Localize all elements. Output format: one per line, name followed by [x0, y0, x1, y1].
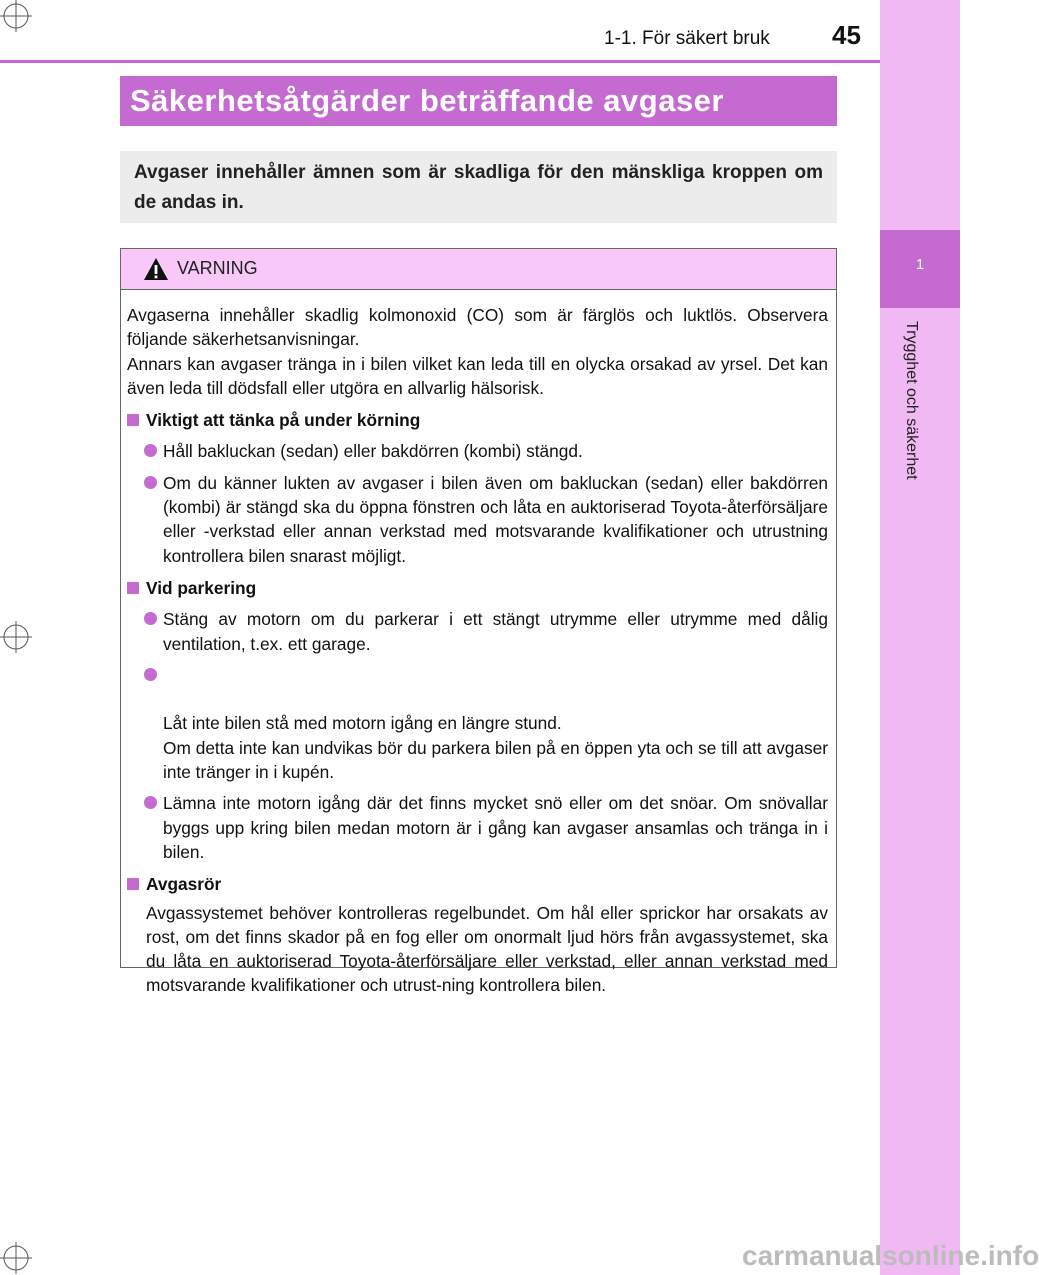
- page-number: 45: [832, 20, 861, 50]
- round-bullet-icon: [144, 444, 157, 457]
- section-heading-driving: [127, 408, 828, 432]
- section-heading-text: Avgasrör: [146, 874, 222, 895]
- list-item-text: Låt inte bilen stå med motorn igång en längre stund. Om detta inte kan undvikas bör du parkera bilen på en öppen yta och se till att avgaser inte tränger in i kupén.: [163, 713, 828, 783]
- chapter-sidebar: [880, 0, 960, 1275]
- round-bullet-icon: [144, 796, 157, 809]
- section-text-exhaust-pipe: Avgassystemet behöver kontrolleras regelbundet. Om hål eller sprickor har orsakats av rost, om det finns skador på en fog eller om onormalt ljud hörs från avgassystemet, ska du låta en auktoriserad Toyota-återförsäljare eller verkstad, eller annan verkstad med motsvarande kvalifikationer och utrust-ning kontrollera bilen.: [146, 902, 828, 996]
- list-item: [127, 607, 828, 656]
- warning-intro-2: Annars kan avgaser tränga in i bilen vilket kan leda till en olycka orsakad av yrsel. Det kan även leda till dödsfall eller utgöra en allvarlig hälsorisk.: [127, 353, 828, 398]
- list-item: [127, 663, 828, 784]
- watermark: carmanualsonline.info: [742, 1240, 1039, 1271]
- warning-intro-1: Avgaserna innehåller skadlig kolmonoxid (CO) som är färglös och luktlös. Observera följande säkerhetsanvisningar.: [127, 305, 828, 350]
- warning-header: [121, 249, 836, 290]
- chapter-title: Trygghet och säkerhet: [903, 321, 920, 480]
- round-bullet-icon: [144, 476, 157, 489]
- header-rule: [0, 60, 880, 63]
- section-heading-text: Vid parkering: [146, 577, 257, 598]
- round-bullet-icon: [144, 668, 157, 681]
- warning-triangle-icon: [143, 257, 169, 281]
- warning-box: [120, 248, 837, 996]
- list-item: [127, 439, 828, 463]
- list-item-text: Lämna inte motorn igång där det finns mycket snö eller om det snöar. Om snövallar byggs upp kring bilen medan motorn är i gång kan avgaser ansamlas och tränga in i bilen.: [163, 793, 828, 862]
- list-item-text: Stäng av motorn om du parkerar i ett stängt utrymme eller utrymme med dålig ventilation, t.ex. ett garage.: [163, 609, 828, 654]
- chapter-tab-number: 1: [915, 256, 925, 273]
- intro-box: [120, 151, 837, 223]
- page-title: Säkerhetsåtgärder beträffande avgaser: [120, 76, 837, 126]
- warning-body: [121, 290, 836, 998]
- section-heading-text: Viktigt att tänka på under körning: [146, 410, 421, 431]
- list-item-text: Om du känner lukten av avgaser i bilen även om bakluckan (sedan) eller bakdörren (kombi) är stängd ska du öppna fönstren och låta en auktoriserad Toyota-återförsäljare eller -verkstad eller annan verkstad med motsvarande kvalifikationer och utrustning kontrollera bilen snarast möjligt.: [163, 472, 828, 566]
- square-bullet-icon: [127, 878, 139, 890]
- list-item-text: Håll bakluckan (sedan) eller bakdörren (kombi) stängd.: [163, 441, 583, 462]
- section-heading-parking: [127, 576, 828, 600]
- list-item: [127, 471, 828, 568]
- chapter-title-vertical: [880, 315, 920, 575]
- round-bullet-icon: [144, 612, 157, 625]
- list-item: [127, 791, 828, 864]
- warning-label: VARNING: [177, 258, 258, 278]
- section-title: 1-1. För säkert bruk: [604, 28, 770, 49]
- chapter-tab: [880, 230, 960, 308]
- square-bullet-icon: [127, 414, 139, 426]
- intro-text: Avgaser innehåller ämnen som är skadliga för den mänskliga kroppen om de andas in.: [134, 162, 823, 213]
- section-heading-exhaust-pipe: [127, 872, 828, 896]
- square-bullet-icon: [127, 582, 139, 594]
